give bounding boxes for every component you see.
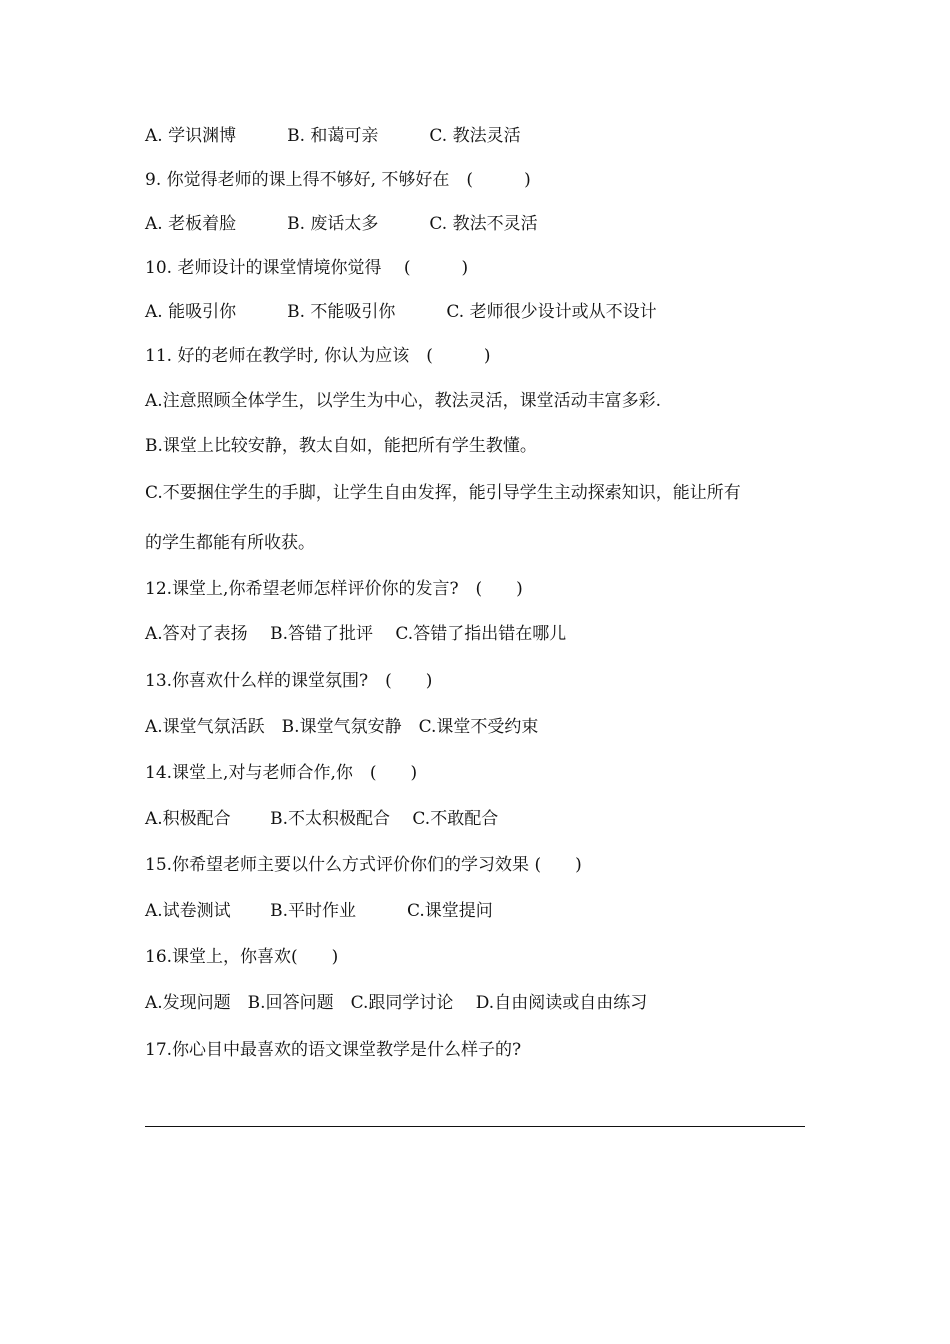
q15-options: A.试卷测试 B.平时作业 C.课堂提问	[145, 901, 493, 921]
q13-question: 13.你喜欢什么样的课堂氛围? ( )	[145, 671, 433, 691]
q17-question: 17.你心目中最喜欢的语文课堂教学是什么样子的?	[145, 1040, 522, 1060]
q12-question: 12.课堂上,你希望老师怎样评价你的发言? ( )	[145, 579, 523, 599]
q16-question: 16.课堂上，你喜欢( )	[145, 947, 339, 967]
q8-options: A. 学识渊博 B. 和蔼可亲 C. 教法灵活	[145, 126, 521, 146]
q16-options: A.发现问题 B.回答问题 C.跟同学讨论 D.自由阅读或自由练习	[145, 993, 648, 1013]
q11-question: 11. 好的老师在教学时, 你认为应该 ( )	[145, 346, 491, 366]
q11-option-a: A.注意照顾全体学生，以学生为中心，教法灵活，课堂活动丰富多彩.	[145, 391, 662, 411]
q11-option-b: B.课堂上比较安静，教太自如，能把所有学生教懂。	[145, 436, 537, 456]
answer-line	[145, 1126, 805, 1127]
q10-options: A. 能吸引你 B. 不能吸引你 C. 老师很少设计或从不设计	[145, 302, 657, 322]
q13-options: A.课堂气氛活跃 B.课堂气氛安静 C.课堂不受约束	[145, 717, 539, 737]
q9-options: A. 老板着脸 B. 废话太多 C. 教法不灵活	[145, 214, 538, 234]
q11-option-c-continued: 的学生都能有所收获。	[145, 533, 315, 553]
q14-options: A.积极配合 B.不太积极配合 C.不敢配合	[145, 809, 499, 829]
q15-question: 15.你希望老师主要以什么方式评价你们的学习效果 ( )	[145, 855, 582, 875]
q9-question: 9. 你觉得老师的课上得不够好, 不够好在 ( )	[145, 170, 531, 190]
q12-options: A.答对了表扬 B.答错了批评 C.答错了指出错在哪儿	[145, 624, 567, 644]
q11-option-c: C.不要捆住学生的手脚，让学生自由发挥，能引导学生主动探索知识，能让所有	[145, 483, 741, 503]
q10-question: 10. 老师设计的课堂情境你觉得 ( )	[145, 258, 469, 278]
q14-question: 14.课堂上,对与老师合作,你 ( )	[145, 763, 418, 783]
